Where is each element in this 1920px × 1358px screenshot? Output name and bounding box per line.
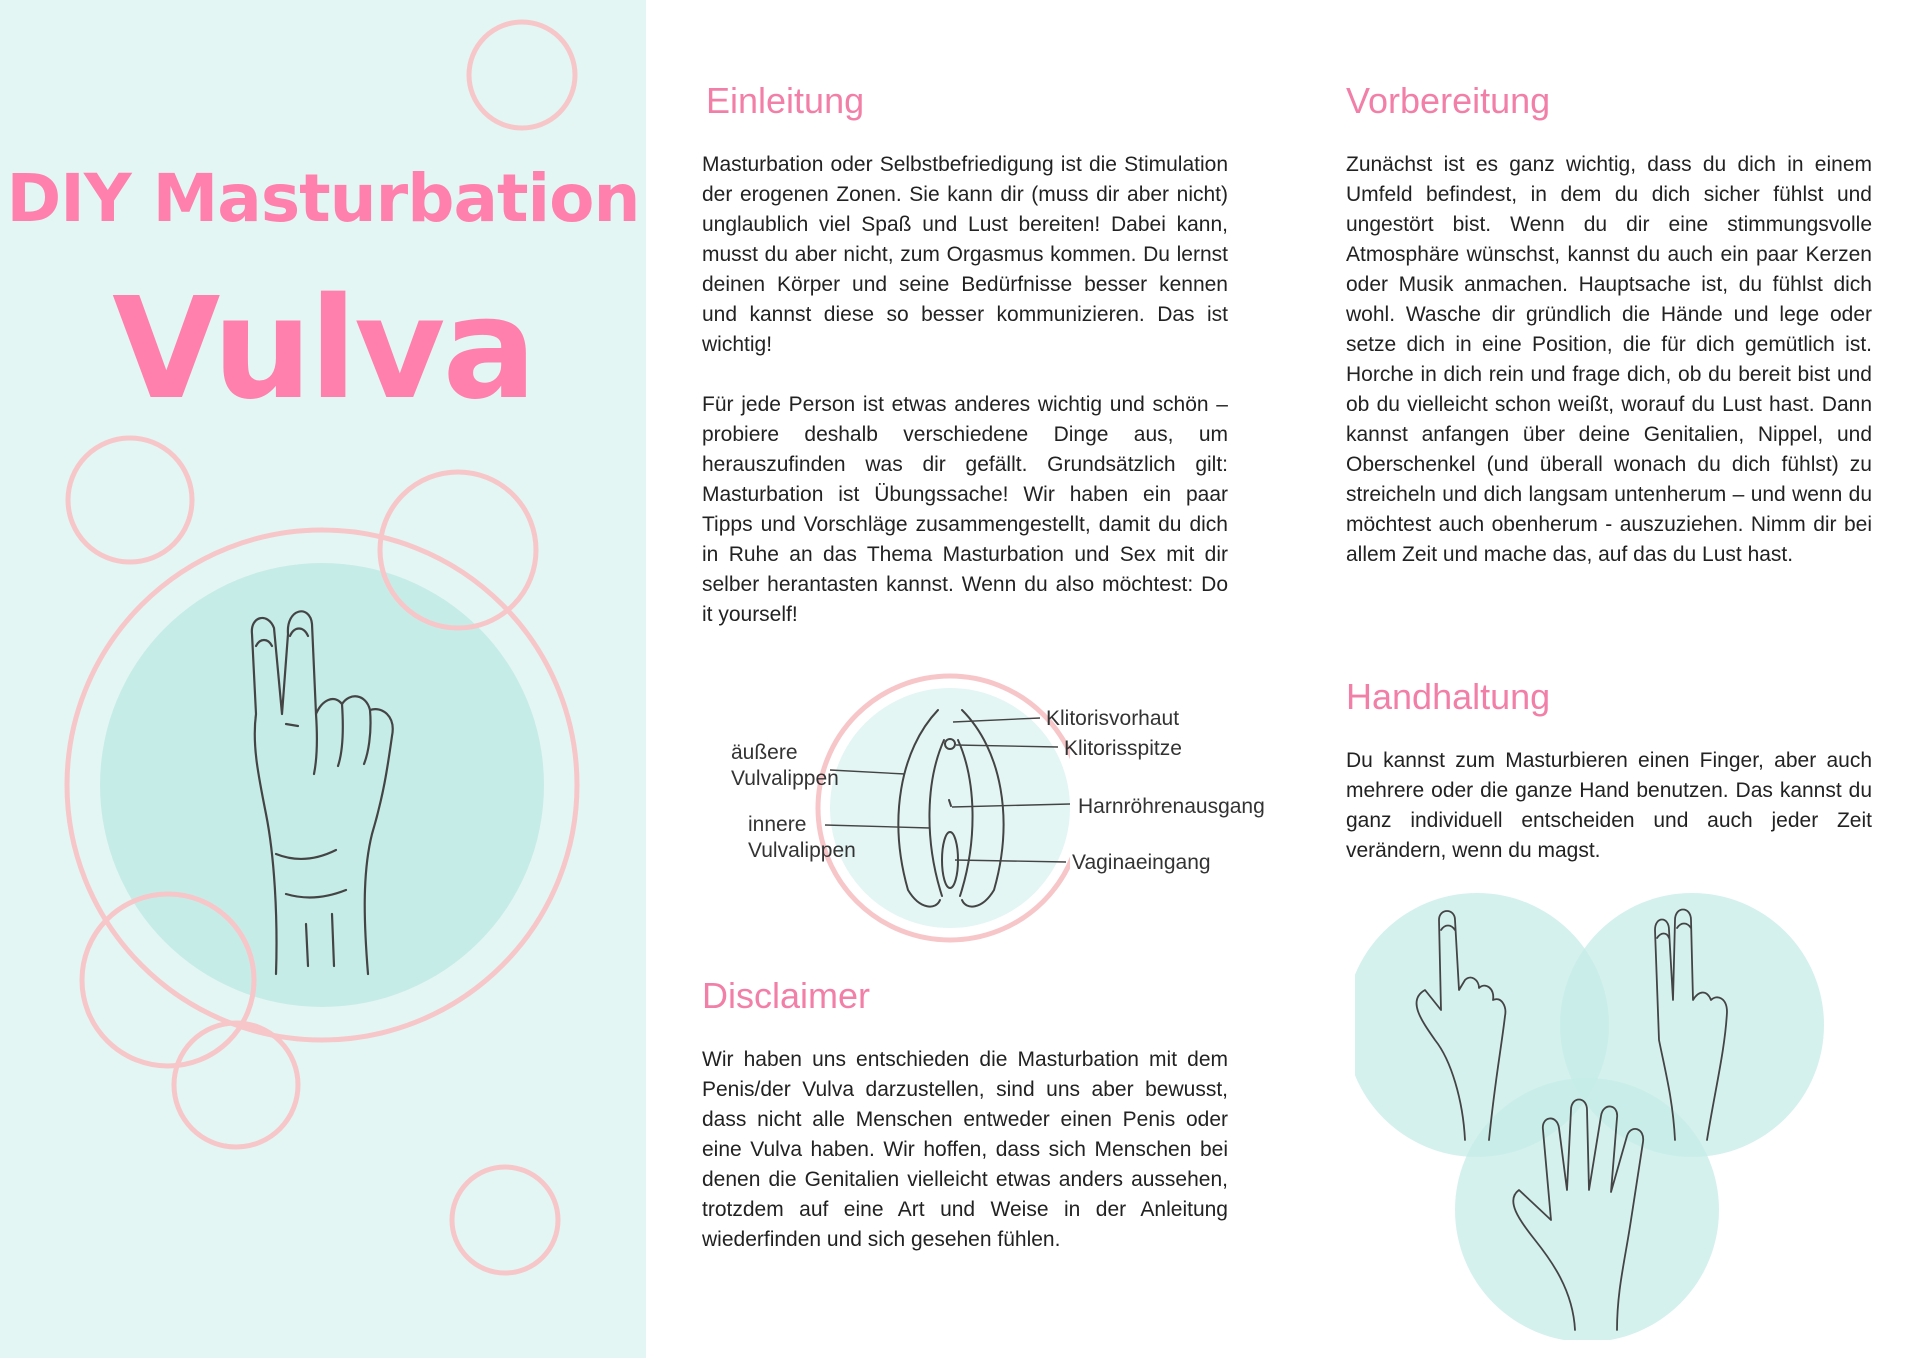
label-harnroehrenausgang: Harnröhrenausgang [1078,795,1265,818]
heading-handhaltung: Handhaltung [1346,676,1551,717]
heading-vorbereitung: Vorbereitung [1346,80,1551,121]
label-klitorisspitze: Klitorisspitze [1064,737,1182,760]
vorbereitung-paragraph: Zunächst ist es ganz wichtig, dass du dich in einem Umfeld befindest, in dem du dich sicher fühlst und ungestört bist. Wenn du dir eine stimmungsvolle Atmosphäre wünschst, kannst du auch ein paar Kerzen oder Musik anmachen. Hauptsache ist, du fühlst dich wohl. Wasche dir gründlich die Hände und lege oder setze dich in eine Position, die für dich gemütlich ist. Horche in dich rein und frage dich, ob du bereit bist und ob du vielleicht schon weißt, worauf du Lust hast. Dann kannst anfangen über deine Genitalien, Nippel, und Oberschenkel (und überall wonach du dich fühlst) zu streicheln und dich langsam untenherum – und wenn du möchtest auch obenherum - auszuziehen. Nimm dir bei allem Zeit und mache das, auf das du Lust hast. [1346,153,1872,566]
label-klitorisvorhaut: Klitorisvorhaut [1046,707,1180,730]
hand-positions-illustration [1355,890,1835,1340]
einleitung-paragraph-1: Masturbation oder Selbstbefriedigung ist die Stimulation der erogenen Zonen. Sie kann dir (muss dir aber nicht) unglaublich viel Spaß und Lust bereiten! Dabei kann, musst du aber nicht, zum Orgasmus kommen. Du lernst deinen Körper und seine Bedürfnisse besser kennen und kannst diese so besser kommunizieren. Das ist wichtig! [702,153,1228,356]
label-vaginaeingang: Vaginaeingang [1072,851,1211,874]
label-innere-vulvalippen: innere Vulvalippen [748,813,856,862]
title-line2: Vulva [112,268,534,431]
handhaltung-paragraph: Du kannst zum Masturbieren einen Finger, aber auch mehrere oder die ganze Hand benutzen. Das kannst du ganz individuell entscheiden und auch jeder Zeit verändern, wenn du magst. [1346,749,1872,862]
einleitung-paragraph-2: Für jede Person ist etwas anderes wichtig und schön – probiere deshalb verschiedene Dinge aus, um herauszufinden was dir gefällt. Grundsätzlich gilt: Masturbation ist Übungssache! Wir haben ein paar Tipps und Vorschläge zusammengestellt, damit du dich in Ruhe an das Thema Masturbation und Sex mit dir selber herantasten kannst. Wenn du also möchtest: Do it yourself! [702,393,1228,626]
title-line1: DIY Masturbation [6,160,640,237]
label-aeussere-vulvalippen: äußere Vulvalippen [731,741,839,790]
heading-disclaimer: Disclaimer [702,975,871,1016]
disclaimer-paragraph: Wir haben uns entschieden die Masturbation mit dem Penis/der Vulva darzustellen, sind uns aber bewusst, dass nicht alle Menschen entweder einen Penis oder eine Vulva haben. Wir hoffen, dass sich Menschen bei denen die Genitalien vielleicht etwas anders aussehen, trotzdem auf eine Art und Weise in der Anleitung wiederfinden und sich gesehen fühlen. [702,1048,1228,1251]
heading-einleitung: Einleitung [706,80,865,121]
